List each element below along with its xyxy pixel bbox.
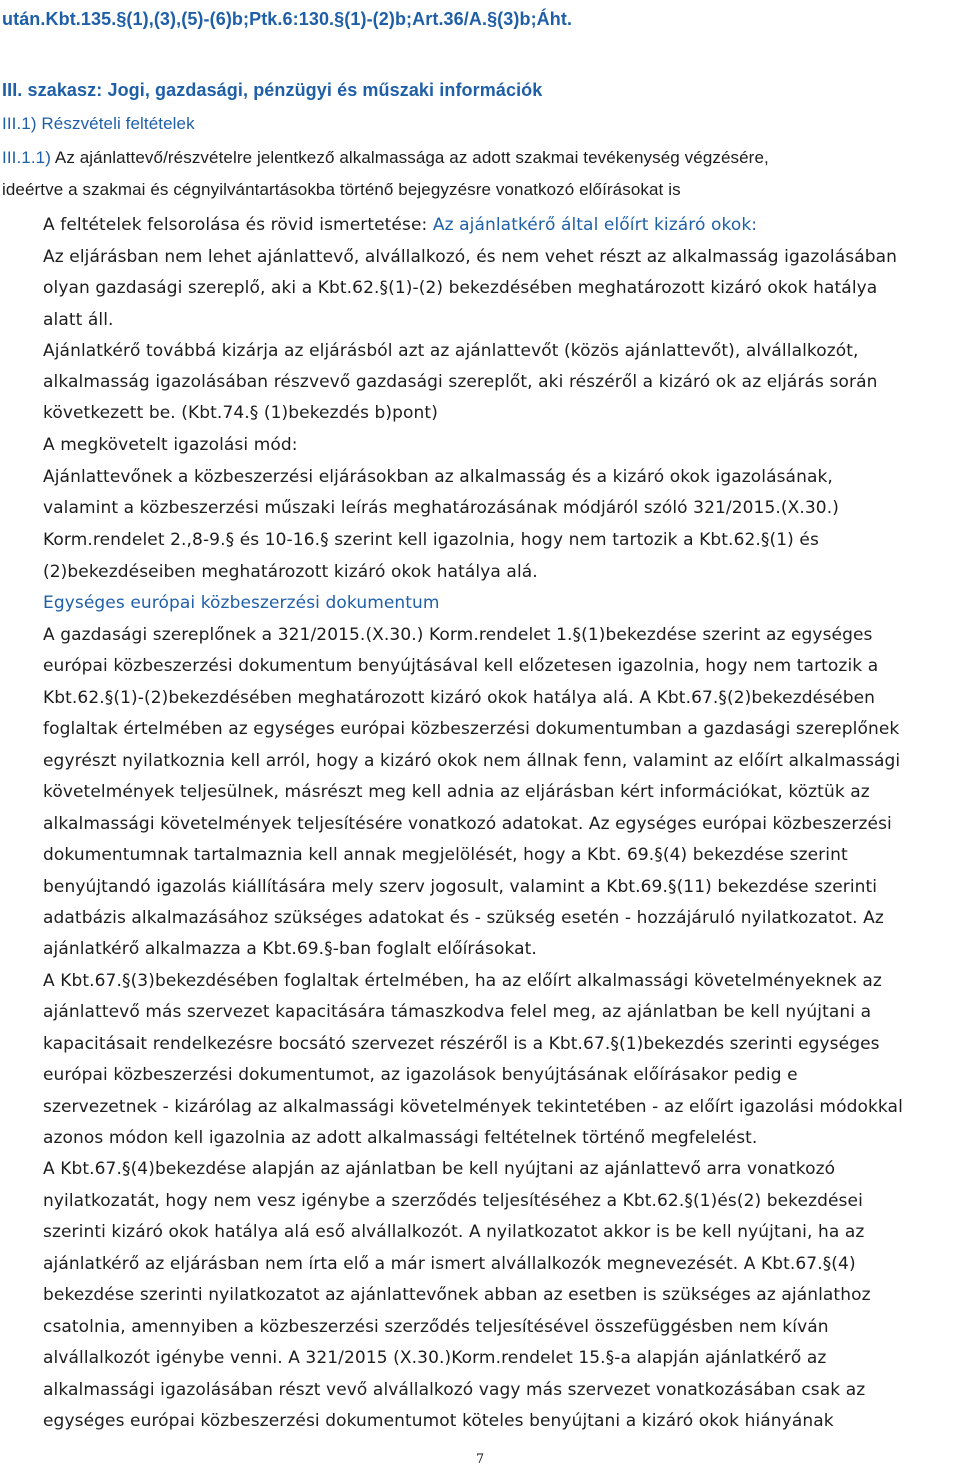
subsection-title: III.1) Részvételi feltételek xyxy=(2,114,195,133)
paragraph-line: európai közbeszerzési dokumentum benyújtásával kell előzetesen igazolnia, hogy nem tartozik a xyxy=(43,656,879,676)
paragraph-line: olyan gazdasági szereplő, aki a Kbt.62.§(1)-(2) bekezdésében meghatározott kizáró okok hatálya xyxy=(43,278,878,298)
paragraph-line: Az eljárásban nem lehet ajánlattevő, alvállalkozó, és nem vehet részt az alkalmasság igazolásában xyxy=(43,247,898,267)
paragraph-line: kapacitásait rendelkezésre bocsátó szervezet részéről is a Kbt.67.§(1)bekezdés szerinti egységes xyxy=(43,1034,880,1054)
paragraph-line: Kbt.62.§(1)-(2)bekezdésében meghatározott kizáró okok hatálya alá. A Kbt.67.§(2)bekezdésében xyxy=(43,688,876,708)
paragraph-line: Korm.rendelet 2.,8-9.§ és 10-16.§ szerint kell igazolnia, hogy nem tartozik a Kbt.62.§(1) és xyxy=(43,530,819,550)
paragraph-line: alkalmassági igazolásában részt vevő alvállalkozó vagy más szervezet vonatkozásában csak az xyxy=(43,1380,866,1400)
paragraph-line: foglaltak értelmében az egységes európai közbeszerzési dokumentumban a gazdasági szereplőnek xyxy=(43,719,900,739)
paragraph-line: egységes európai közbeszerzési dokumentumot köteles benyújtani a kizáró okok hiányának xyxy=(43,1411,834,1431)
item-number: III.1.1) xyxy=(2,148,51,167)
paragraph-line: szervezetnek - kizárólag az alkalmassági követelmények tekintetében - az előírt igazolási módokkal xyxy=(43,1097,903,1117)
item-title-text: Az ajánlattevő/részvételre jelentkező alkalmassága az adott szakmai tevékenység végzésére, xyxy=(54,148,769,167)
paragraph-line: A Kbt.67.§(3)bekezdésében foglaltak értelmében, ha az előírt alkalmassági követelményeknek az xyxy=(43,971,882,991)
section-title: III. szakasz: Jogi, gazdasági, pénzügyi és műszaki információk xyxy=(2,80,543,100)
paragraph-line: alatt áll. xyxy=(43,310,114,330)
paragraph-line: adatbázis alkalmazásához szükséges adatokat és - szükség esetén - hozzájáruló nyilatkozatot. Az xyxy=(43,908,884,928)
paragraph-line: nyilatkozatát, hogy nem vesz igénybe a szerződés teljesítéséhez a Kbt.62.§(1)és(2) bekezdései xyxy=(43,1191,863,1211)
paragraph-line: valamint a közbeszerzési műszaki leírás meghatározásának módjáról szóló 321/2015.(X.30.) xyxy=(43,498,839,518)
header-reference-line: után.Kbt.135.§(1),(3),(5)-(6)b;Ptk.6:130.§(1)-(2)b;Art.36/A.§(3)b;Áht. xyxy=(2,9,573,29)
paragraph-line: európai közbeszerzési dokumentumot, az igazolások benyújtásának előírásakor pedig e xyxy=(43,1065,798,1085)
proof-method-label: A megkövetelt igazolási mód: xyxy=(43,435,298,455)
paragraph-line: követelmények teljesülnek, másrészt meg kell adnia az eljárásban kért információkat, köztük az xyxy=(43,782,870,802)
paragraph-line: bekezdése szerinti nyilatkozatot az ajánlattevőnek abban az esetben is szükséges az ajánlathoz xyxy=(43,1285,871,1305)
paragraph-line: A gazdasági szereplőnek a 321/2015.(X.30.) Korm.rendelet 1.§(1)bekezdése szerint az egységes xyxy=(43,625,873,645)
item-heading-line2: ideértve a szakmai és cégnyilvántartásokba történő bejegyzésre vonatkozó előírásokat is xyxy=(2,180,681,199)
paragraph-line: ajánlattevő más szervezet kapacitására támaszkodva felel meg, az ajánlatban be kell nyújtani a xyxy=(43,1002,872,1022)
item-heading-line1 xyxy=(2,147,769,169)
list-label: A feltételek felsorolása és rövid ismertetése: xyxy=(43,215,428,235)
paragraph-line: szerinti kizáró okok hatálya alá eső alvállalkozót. A nyilatkozatot akkor is be kell nyújtani, ha az xyxy=(43,1222,865,1242)
page-number: 7 xyxy=(475,1452,485,1467)
paragraph-line: alvállalkozót igénybe venni. A 321/2015 (X.30.)Korm.rendelet 15.§-a alapján ajánlatkérő az xyxy=(43,1348,827,1368)
paragraph-line: alkalmassági követelmények teljesítésére vonatkozó adatokat. Az egységes európai közbeszerzési xyxy=(43,814,892,834)
paragraph-line: A Kbt.67.§(4)bekezdése alapján az ajánlatban be kell nyújtani az ajánlattevő arra vonatkozó xyxy=(43,1159,836,1179)
paragraph-line: Ajánlatkérő továbbá kizárja az eljárásból azt az ajánlattevőt (közös ajánlattevőt), alvállalkozót, xyxy=(43,341,859,361)
paragraph-line: csatolnia, amennyiben a közbeszerzési szerződés teljesítésével összefüggésben nem kíván xyxy=(43,1317,829,1337)
paragraph-line: (2)bekezdéseiben meghatározott kizáró okok hatálya alá. xyxy=(43,562,538,582)
espd-label: Egységes európai közbeszerzési dokumentum xyxy=(43,593,440,613)
paragraph-line: benyújtandó igazolás kiállítására mely szerv jogosult, valamint a Kbt.69.§(11) bekezdése szerinti xyxy=(43,877,878,897)
paragraph-line: következett be. (Kbt.74.§ (1)bekezdés b)pont) xyxy=(43,403,438,423)
paragraph-line: ajánlatkérő az eljárásban nem írta elő a már ismert alvállalkozók megnevezését. A Kbt.67.§(4) xyxy=(43,1254,856,1274)
paragraph-line: Ajánlattevőnek a közbeszerzési eljárásokban az alkalmasság és a kizáró okok igazolásának, xyxy=(43,467,833,487)
paragraph-line: egyrészt nyilatkoznia kell arról, hogy a kizáró okok nem állnak fenn, valamint az előírt alkalmassági xyxy=(43,751,901,771)
paragraph-line: ajánlatkérő alkalmazza a Kbt.69.§-ban foglalt előírásokat. xyxy=(43,939,537,959)
paragraph-line: dokumentumnak tartalmaznia kell annak megjelölését, hogy a Kbt. 69.§(4) bekezdése szerint xyxy=(43,845,848,865)
list-label-line xyxy=(43,214,757,236)
paragraph-line: azonos módon kell igazolnia az adott alkalmassági feltételnek történő megfelelést. xyxy=(43,1128,758,1148)
list-label-blue: Az ajánlatkérő által előírt kizáró okok: xyxy=(432,215,758,235)
paragraph-line: alkalmasság igazolásában részvevő gazdasági szereplőt, aki részéről a kizáró ok az eljárás során xyxy=(43,372,878,392)
